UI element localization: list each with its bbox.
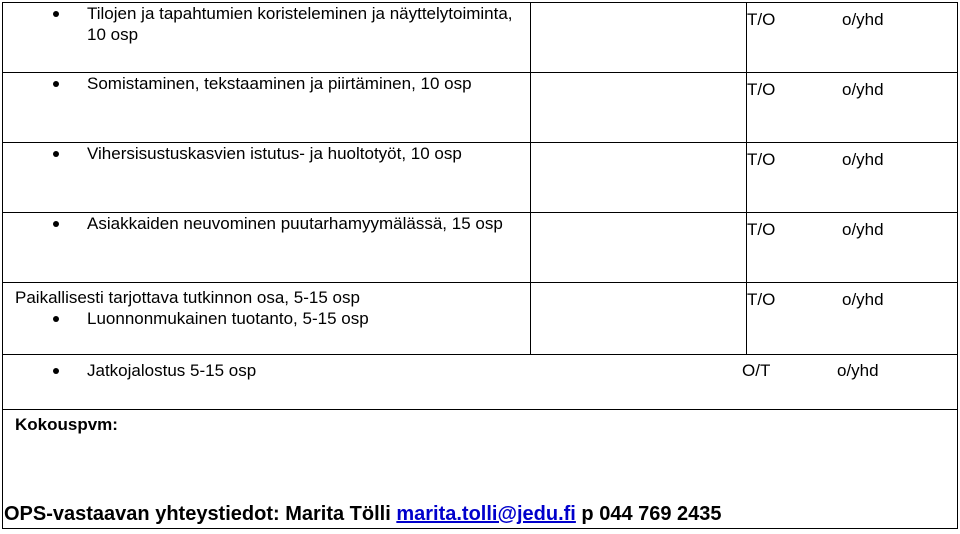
- status-cell: [747, 213, 958, 283]
- course-period: o/yhd: [842, 10, 884, 29]
- course-label: Somistaminen, tekstaaminen ja piirtäminen, 10 osp: [87, 74, 472, 93]
- course-period: o/yhd: [842, 150, 884, 169]
- course-status: T/O: [747, 80, 776, 99]
- bullet-icon: [53, 221, 59, 227]
- course-row: [3, 213, 958, 283]
- empty-cell: [531, 73, 747, 143]
- local-course-cell: [3, 283, 531, 355]
- status-cell: [747, 73, 958, 143]
- status-cell: [747, 143, 958, 213]
- curriculum-table: [2, 2, 958, 529]
- course-name-cell: [3, 213, 531, 283]
- jatko-cell: [3, 355, 958, 410]
- course-name-cell: [3, 73, 531, 143]
- course-status: T/O: [747, 220, 776, 239]
- status-cell: [747, 3, 958, 73]
- course-status: T/O: [747, 10, 776, 29]
- course-label: Vihersisustuskasvien istutus- ja huoltotyöt, 10 osp: [87, 144, 462, 163]
- course-row: [3, 3, 958, 73]
- email-link[interactable]: marita.tolli@jedu.fi: [396, 503, 576, 525]
- local-course-item: Luonnonmukainen tuotanto, 5-15 osp: [87, 309, 369, 328]
- status-cell: [747, 283, 958, 355]
- local-course-row: [3, 283, 958, 355]
- jatko-row: [3, 355, 958, 410]
- local-course-period: o/yhd: [842, 290, 884, 309]
- local-course-status: T/O: [747, 290, 776, 309]
- meeting-date-label: Kokouspvm:: [15, 415, 118, 434]
- contact-prefix: OPS-vastaavan yhteystiedot: Marita Tölli: [4, 503, 397, 525]
- bullet-icon: [53, 151, 59, 157]
- jatko-label: Jatkojalostus 5-15 osp: [87, 361, 257, 380]
- empty-cell: [531, 143, 747, 213]
- course-label: Asiakkaiden neuvominen puutarhamyymälässä, 15 osp: [87, 214, 503, 233]
- course-name-cell: [3, 143, 531, 213]
- course-name-cell: [3, 3, 531, 73]
- bullet-icon: [53, 81, 59, 87]
- jatko-period: o/yhd: [837, 361, 879, 380]
- bullet-icon: [53, 368, 59, 374]
- empty-cell: [531, 283, 747, 355]
- contact-info: [4, 502, 722, 526]
- bullet-icon: [53, 11, 59, 17]
- course-period: o/yhd: [842, 220, 884, 239]
- local-course-heading: Paikallisesti tarjottava tutkinnon osa, 5-15 osp: [15, 288, 360, 307]
- jatko-status: O/T: [742, 361, 771, 380]
- empty-cell: [531, 3, 747, 73]
- course-status: T/O: [747, 150, 776, 169]
- empty-cell: [531, 213, 747, 283]
- contact-phone: p 044 769 2435: [575, 503, 722, 525]
- bullet-icon: [53, 316, 59, 322]
- course-row: [3, 73, 958, 143]
- course-row: [3, 143, 958, 213]
- course-label: Tilojen ja tapahtumien koristeleminen ja näyttelytoiminta, 10 osp: [87, 4, 513, 44]
- course-period: o/yhd: [842, 80, 884, 99]
